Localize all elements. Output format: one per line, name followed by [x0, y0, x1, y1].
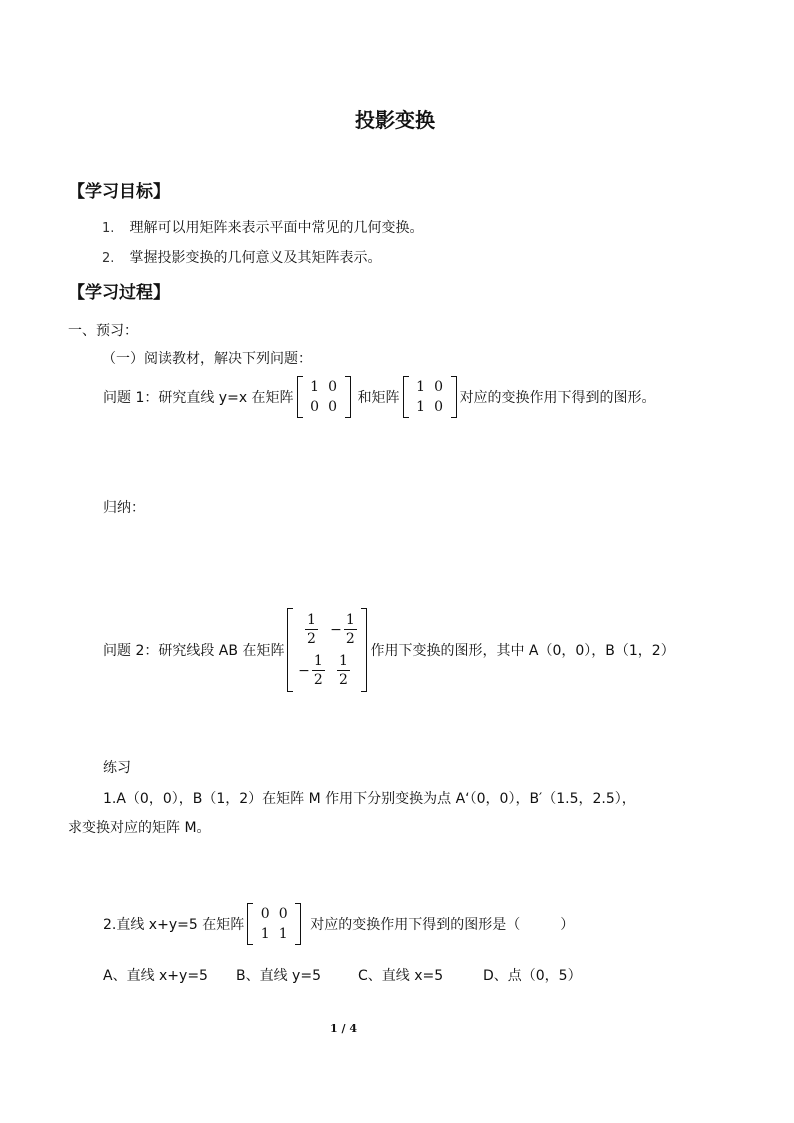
e2-suffix: 对应的变换作用下得到的图形是（	[310, 917, 521, 933]
matrix-cell: − $\frac{1}{2}$	[298, 653, 323, 688]
q1-suffix: 对应的变换作用下得到的图形。	[459, 390, 656, 406]
exercise-2	[103, 903, 574, 945]
option-b: B、直线 y=5	[236, 968, 321, 984]
matrix-cell: 1	[260, 926, 270, 942]
matrix-cell: 0	[260, 906, 270, 922]
matrix-projection-x	[297, 376, 351, 418]
page-title: 投影变换	[355, 108, 435, 132]
matrix-cell: 0	[328, 379, 338, 395]
matrix-cell: 1 2	[338, 653, 348, 688]
matrix-cell: 0	[310, 399, 320, 415]
matrix-exercise-2	[247, 903, 301, 945]
matrix-cell: 1	[278, 926, 288, 942]
q1-mid: 和矩阵	[357, 390, 400, 406]
matrix-cell: 0	[434, 399, 444, 415]
matrix-cell: 1	[416, 379, 426, 395]
q1-prefix: 问题 1：研究直线 y=x 在矩阵	[103, 390, 294, 406]
matrix-cell: 0	[278, 906, 288, 922]
page-number: 1 / 4	[330, 1022, 357, 1035]
matrix-cell: − $\frac{1}{2}$	[330, 612, 355, 647]
goal-text: 理解可以用矩阵来表示平面中常见的几何变换。	[129, 220, 424, 236]
preview-subheading: （一）阅读教材，解决下列问题：	[102, 351, 312, 367]
q2-suffix: 作用下变换的图形，其中 A（0，0），B（1，2）	[370, 643, 675, 659]
goal-text: 掌握投影变换的几何意义及其矩阵表示。	[129, 250, 382, 266]
exercise-1-line-1: 1.A（0，0），B（1，2）在矩阵 M 作用下分别变换为点 A‘（0，0），B′（1.5，2.5），	[103, 791, 636, 807]
option-c: C、直线 x=5	[358, 968, 444, 984]
exercise-1-line-2: 求变换对应的矩阵 M。	[68, 820, 211, 836]
option-d: D、点（0，5）	[483, 968, 582, 984]
e2-close: ）	[560, 917, 575, 933]
goal-number: 1.	[102, 221, 115, 236]
matrix-second	[403, 376, 457, 418]
option-a: A、直线 x+y=5	[103, 968, 208, 984]
practice-label: 练习	[103, 760, 131, 776]
matrix-cell: 1 2	[306, 612, 316, 647]
question-1	[103, 376, 656, 418]
matrix-fraction	[287, 608, 367, 692]
e2-prefix: 2.直线 x+y=5 在矩阵	[103, 917, 245, 933]
question-2	[103, 608, 675, 692]
process-heading: 【学习过程】	[68, 283, 170, 303]
q2-prefix: 问题 2：研究线段 AB 在矩阵	[103, 643, 285, 659]
matrix-cell: 0	[434, 379, 444, 395]
matrix-cell: 1	[416, 399, 426, 415]
summary-label: 归纳：	[103, 500, 145, 516]
goals-heading: 【学习目标】	[68, 182, 170, 202]
goal-item-2	[102, 247, 382, 267]
matrix-cell: 1	[310, 379, 320, 395]
matrix-cell: 0	[328, 399, 338, 415]
preview-label: 一、预习：	[68, 323, 138, 339]
goal-number: 2.	[102, 251, 115, 266]
goal-item-1	[102, 217, 424, 237]
